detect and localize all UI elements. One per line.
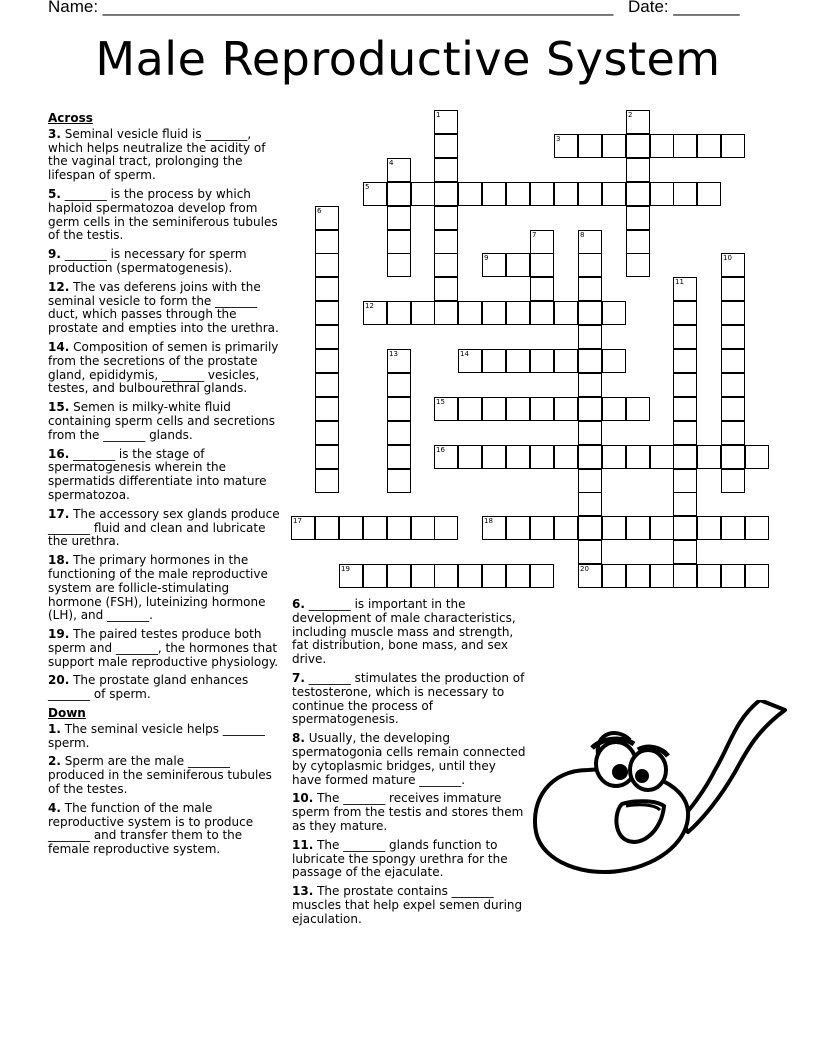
clue-number: 11. [292,837,314,852]
grid-cell[interactable] [315,421,339,445]
grid-cell[interactable] [602,349,626,373]
grid-cell[interactable] [578,253,602,277]
clue-text: The vas deferens joins with the seminal vesicle to form the _______ duct, which passes through the prostate and empties into the urethra. [48,279,279,336]
grid-cell[interactable] [387,182,411,206]
grid-cell[interactable] [721,253,745,277]
clue-text: Usually, the developing spermatogonia cells remain connected by cytoplasmic bridges, until they have formed mature _______. [292,731,526,787]
grid-cell[interactable] [434,397,458,421]
clues-left-column [48,112,284,862]
grid-cell[interactable] [434,445,458,469]
grid-cell[interactable] [673,564,697,588]
down-clue-list [48,723,284,857]
cell-number: 5 [365,183,370,191]
grid-cell[interactable] [434,253,458,277]
clue-item [48,723,284,751]
cell-number: 11 [675,278,684,286]
grid-cell[interactable] [650,134,674,158]
clue-text: Semen is milky-white fluid containing sperm cells and secretions from the _______ glands. [48,400,276,442]
grid-cell[interactable] [363,182,387,206]
clue-item [48,802,284,857]
grid-cell[interactable] [554,134,578,158]
grid-cell[interactable] [626,134,650,158]
grid-cell[interactable] [482,253,506,277]
grid-cell[interactable] [554,516,578,540]
clue-number: 10. [292,791,314,806]
grid-cell[interactable] [673,540,697,564]
grid-cell[interactable] [506,397,530,421]
grid-cell[interactable] [506,516,530,540]
grid-cell[interactable] [434,134,458,158]
grid-cell[interactable] [387,230,411,254]
clue-number: 17. [48,506,70,521]
grid-cell[interactable] [697,182,721,206]
grid-cell[interactable] [626,253,650,277]
grid-cell[interactable] [530,397,554,421]
grid-cell[interactable] [387,373,411,397]
grid-cell[interactable] [411,301,435,325]
grid-cell[interactable] [387,421,411,445]
date-field-label: Date: _______ [628,0,740,16]
clue-number: 5. [48,186,61,201]
clues-right-column [292,598,528,932]
grid-cell[interactable] [363,564,387,588]
clue-item [292,732,528,787]
cell-number: 15 [436,398,445,406]
grid-cell[interactable] [315,230,339,254]
grid-cell[interactable] [697,516,721,540]
clue-number: 4. [48,800,61,815]
grid-cell[interactable] [434,182,458,206]
clue-text: The primary hormones in the functioning of the male reproductive system are follicle-stimulating hormone (FSH), luteinizing hormone (LH), and _______. [48,553,268,623]
grid-cell[interactable] [578,421,602,445]
clue-item [292,672,528,727]
grid-cell[interactable] [578,469,602,493]
grid-cell[interactable] [673,134,697,158]
clue-number: 20. [48,673,70,688]
cell-number: 7 [532,231,537,239]
cell-number: 19 [341,565,350,573]
grid-cell[interactable] [291,516,315,540]
grid-cell[interactable] [721,349,745,373]
grid-cell[interactable] [315,206,339,230]
grid-cell[interactable] [578,325,602,349]
clue-text: The prostate gland enhances _______ of sperm. [48,673,249,702]
grid-cell[interactable] [578,349,602,373]
grid-cell[interactable] [602,516,626,540]
grid-cell[interactable] [721,325,745,349]
grid-cell[interactable] [721,421,745,445]
grid-cell[interactable] [673,469,697,493]
grid-cell[interactable] [673,492,697,516]
grid-cell[interactable] [482,516,506,540]
grid-cell[interactable] [673,516,697,540]
grid-cell[interactable] [458,182,482,206]
cell-number: 18 [484,517,493,525]
cell-number: 1 [436,111,441,119]
grid-cell[interactable] [506,253,530,277]
clue-item [48,248,284,276]
clue-number: 1. [48,721,61,736]
grid-cell[interactable] [626,230,650,254]
clue-text: _______ is necessary for sperm production (spermatogenesis). [48,247,247,275]
grid-cell[interactable] [602,134,626,158]
grid-cell[interactable] [697,564,721,588]
clue-number: 19. [48,627,70,642]
grid-cell[interactable] [554,349,578,373]
clue-item [48,401,284,442]
grid-cell[interactable] [411,182,435,206]
grid-cell[interactable] [697,134,721,158]
grid-cell[interactable] [530,277,554,301]
clue-text: The function of the male reproductive system is to produce _______ and transfer them to the female reproductive system. [48,800,254,857]
clue-text: _______ stimulates the production of testosterone, which is necessary to continue the process of spermatogenesis. [292,670,525,727]
clue-number: 7. [292,670,305,685]
clue-number: 9. [48,247,61,262]
grid-cell[interactable] [434,516,458,540]
grid-cell[interactable] [578,182,602,206]
grid-cell[interactable] [434,277,458,301]
grid-cell[interactable] [721,445,745,469]
grid-cell[interactable] [339,564,363,588]
clue-text: Composition of semen is primarily from the secretions of the prostate gland, epididymis, _______ vesicles, testes, and bulbourethral glands. [48,339,279,396]
grid-cell[interactable] [530,230,554,254]
clue-item [292,792,528,833]
grid-cell[interactable] [530,253,554,277]
clue-number: 12. [48,279,70,294]
grid-cell[interactable] [578,492,602,516]
grid-cell[interactable] [626,110,650,134]
grid-cell[interactable] [315,277,339,301]
grid-cell[interactable] [721,469,745,493]
clue-item [48,755,284,796]
grid-cell[interactable] [315,349,339,373]
grid-cell[interactable] [626,564,650,588]
grid-cell[interactable] [458,397,482,421]
grid-cell[interactable] [387,397,411,421]
clue-text: The _______ glands function to lubricate the spongy urethra for the passage of the ejaculate. [292,837,508,880]
clue-item [48,674,284,702]
grid-cell[interactable] [745,516,769,540]
grid-cell[interactable] [506,182,530,206]
grid-cell[interactable] [650,564,674,588]
grid-cell[interactable] [339,516,363,540]
grid-cell[interactable] [482,349,506,373]
grid-cell[interactable] [578,397,602,421]
clue-text: Sperm are the male _______ produced in the seminiferous tubules of the testes. [48,754,272,797]
clue-item [48,628,284,669]
grid-cell[interactable] [387,564,411,588]
grid-cell[interactable] [554,397,578,421]
grid-cell[interactable] [411,516,435,540]
grid-cell[interactable] [578,230,602,254]
grid-cell[interactable] [673,373,697,397]
grid-cell[interactable] [482,182,506,206]
grid-cell[interactable] [411,564,435,588]
cell-number: 14 [460,350,469,358]
grid-cell[interactable] [506,445,530,469]
grid-cell[interactable] [458,445,482,469]
clue-number: 8. [292,731,305,746]
grid-cell[interactable] [434,206,458,230]
grid-cell[interactable] [673,325,697,349]
grid-cell[interactable] [602,182,626,206]
clue-number: 15. [48,400,70,415]
grid-cell[interactable] [721,564,745,588]
grid-cell[interactable] [721,397,745,421]
grid-cell[interactable] [721,277,745,301]
cell-number: 16 [436,446,445,454]
grid-cell[interactable] [506,301,530,325]
grid-cell[interactable] [434,158,458,182]
grid-cell[interactable] [315,325,339,349]
grid-cell[interactable] [315,516,339,540]
grid-cell[interactable] [387,445,411,469]
grid-cell[interactable] [434,564,458,588]
cell-number: 9 [484,254,489,262]
sperm-mascot-illustration [530,700,800,890]
cell-number: 17 [293,517,302,525]
grid-cell[interactable] [482,445,506,469]
grid-cell[interactable] [650,182,674,206]
grid-cell[interactable] [434,301,458,325]
grid-cell[interactable] [315,397,339,421]
grid-cell[interactable] [387,253,411,277]
cell-number: 6 [317,207,322,215]
clue-item [292,885,528,926]
grid-cell[interactable] [482,301,506,325]
grid-cell[interactable] [458,301,482,325]
clue-item [48,448,284,503]
grid-cell[interactable] [650,445,674,469]
cell-number: 20 [580,565,589,573]
clue-number: 16. [48,446,70,461]
grid-cell[interactable] [602,301,626,325]
grid-cell[interactable] [315,445,339,469]
clue-number: 6. [292,597,305,611]
grid-cell[interactable] [602,564,626,588]
clue-item [48,188,284,243]
grid-cell[interactable] [626,397,650,421]
cell-number: 12 [365,302,374,310]
clue-text: The seminal vesicle helps _______ sperm. [48,721,265,750]
grid-cell[interactable] [315,469,339,493]
grid-cell[interactable] [602,445,626,469]
grid-cell[interactable] [602,397,626,421]
grid-cell[interactable] [554,445,578,469]
grid-cell[interactable] [387,349,411,373]
clue-text: The accessory sex glands produce _______ fluid and clean and lubricate the urethra. [48,506,280,549]
clue-item [292,839,528,880]
grid-cell[interactable] [458,564,482,588]
grid-cell[interactable] [578,301,602,325]
cell-number: 13 [389,350,398,358]
grid-cell[interactable] [697,445,721,469]
grid-cell[interactable] [673,397,697,421]
grid-cell[interactable] [578,445,602,469]
grid-cell[interactable] [721,301,745,325]
down-clue-list-continued [292,598,528,927]
grid-cell[interactable] [745,564,769,588]
grid-cell[interactable] [626,445,650,469]
grid-cell[interactable] [673,445,697,469]
grid-cell[interactable] [482,564,506,588]
grid-cell[interactable] [578,134,602,158]
grid-cell[interactable] [626,158,650,182]
grid-cell[interactable] [363,516,387,540]
clue-number: 18. [48,553,70,568]
clue-text: The _______ receives immature sperm from the testis and stores them as they mature. [292,791,524,833]
grid-cell[interactable] [530,445,554,469]
grid-cell[interactable] [387,516,411,540]
grid-cell[interactable] [315,301,339,325]
grid-cell[interactable] [363,301,387,325]
grid-cell[interactable] [554,301,578,325]
clue-text: _______ is important in the development of male characteristics, including muscle mass and strength, fat distribution, bone mass, and sex drive. [292,597,516,667]
cell-number: 8 [580,231,585,239]
grid-cell[interactable] [626,206,650,230]
grid-cell[interactable] [506,349,530,373]
cell-number: 10 [723,254,732,262]
grid-cell[interactable] [554,182,578,206]
clue-item [48,128,284,183]
grid-cell[interactable] [626,516,650,540]
across-heading: Across [48,111,93,125]
grid-cell[interactable] [626,182,650,206]
grid-cell[interactable] [721,373,745,397]
down-heading: Down [48,706,86,721]
clue-item [292,598,528,667]
cell-number: 3 [556,135,561,143]
grid-cell[interactable] [530,516,554,540]
grid-cell[interactable] [745,445,769,469]
grid-cell[interactable] [506,564,530,588]
grid-cell[interactable] [578,277,602,301]
clue-number: 3. [48,126,61,141]
grid-cell[interactable] [530,301,554,325]
grid-cell[interactable] [482,397,506,421]
clue-number: 13. [292,884,314,899]
grid-cell[interactable] [434,230,458,254]
name-field-label: Name: ______________________________________________________ [48,0,614,16]
cell-number: 4 [389,159,394,167]
clue-item [48,341,284,396]
clue-number: 14. [48,339,70,354]
grid-cell[interactable] [315,373,339,397]
grid-cell[interactable] [673,301,697,325]
clue-item [48,508,284,549]
grid-cell[interactable] [673,421,697,445]
grid-cell[interactable] [387,469,411,493]
grid-cell[interactable] [578,564,602,588]
clue-text: _______ is the process by which haploid spermatozoa develop from germ cells in the seminiferous tubules of the testis. [48,186,278,243]
grid-cell[interactable] [530,564,554,588]
grid-cell[interactable] [458,349,482,373]
grid-cell[interactable] [387,158,411,182]
clue-text: The prostate contains _______ muscles that help expel semen during ejaculation. [292,884,523,926]
clue-text: Seminal vesicle fluid is _______, which helps neutralize the acidity of the vaginal tract, prolonging the lifespan of sperm. [48,126,266,183]
grid-cell[interactable] [673,349,697,373]
grid-cell[interactable] [530,182,554,206]
grid-cell[interactable] [578,516,602,540]
grid-cell[interactable] [315,253,339,277]
grid-cell[interactable] [387,206,411,230]
clue-text: The paired testes produce both sperm and _______, the hormones that support male reproductive physiology. [48,627,279,669]
grid-cell[interactable] [434,110,458,134]
grid-cell[interactable] [721,516,745,540]
clue-item [48,281,284,336]
grid-cell[interactable] [673,182,697,206]
grid-cell[interactable] [530,349,554,373]
grid-cell[interactable] [650,516,674,540]
grid-cell[interactable] [721,134,745,158]
grid-cell[interactable] [673,277,697,301]
across-clue-list [48,128,284,702]
grid-cell[interactable] [578,540,602,564]
page-title: Male Reproductive System [95,32,721,86]
grid-cell[interactable] [387,301,411,325]
clue-number: 2. [48,754,61,769]
clue-item [48,554,284,623]
clue-text: _______ is the stage of spermatogenesis wherein the spermatids differentiate into mature spermatozoa. [48,446,267,502]
grid-cell[interactable] [578,373,602,397]
cell-number: 2 [628,111,633,119]
